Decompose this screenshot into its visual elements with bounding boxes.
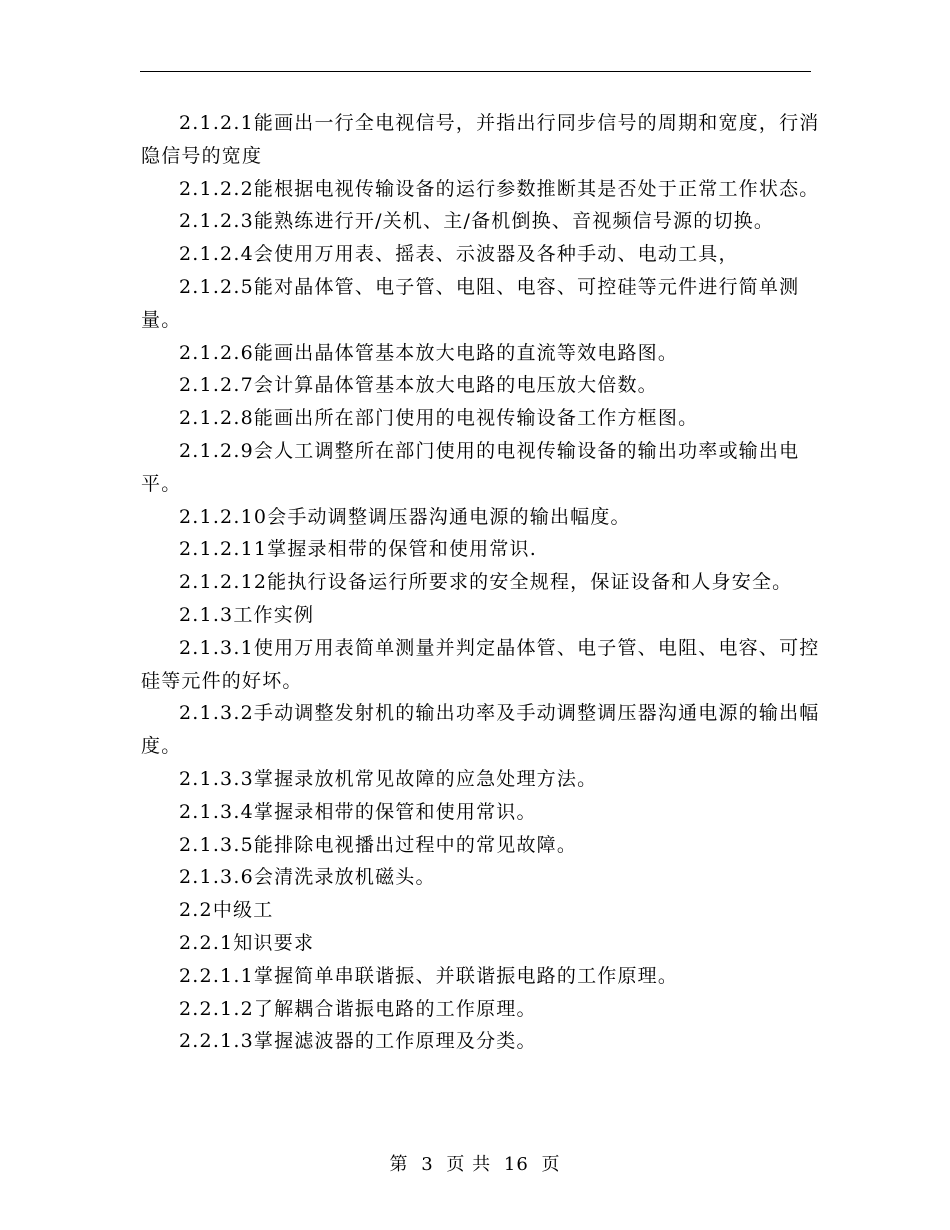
paragraph-2-1-2-5: 2.1.2.5能对晶体管、电子管、电阻、电容、可控硅等元件进行简单测量。 xyxy=(141,275,800,331)
paragraph-2-1-2-6: 2.1.2.6能画出晶体管基本放大电路的直流等效电路图。 xyxy=(179,341,679,364)
paragraph-2-1-2-9: 2.1.2.9会人工调整所在部门使用的电视传输设备的输出功率或输出电平。 xyxy=(141,439,800,495)
paragraph-2-1-2-2: 2.1.2.2能根据电视传输设备的运行参数推断其是否处于正常工作状态。 xyxy=(179,177,820,200)
paragraph-2-1-2-12: 2.1.2.12能执行设备运行所要求的安全规程，保证设备和人身安全。 xyxy=(179,571,793,594)
section-heading-2-2-1: 2.2.1知识要求 xyxy=(179,931,315,954)
paragraph-2-1-3-4: 2.1.3.4掌握录相带的保管和使用常识。 xyxy=(179,800,537,823)
paragraph-2-2-1-3: 2.2.1.3掌握滤波器的工作原理及分类。 xyxy=(179,1030,537,1053)
footer-page-number: 3 xyxy=(421,1154,434,1175)
paragraph-2-1-3-2: 2.1.3.2手动调整发射机的输出功率及手动调整调压器沟通电源的输出幅度。 xyxy=(141,702,820,758)
paragraph-2-1-2-1: 2.1.2.1能画出一行全电视信号，并指出行同步信号的周期和宽度，行消隐信号的宽度 xyxy=(141,112,820,167)
paragraph-2-1-3-1: 2.1.3.1使用万用表简单测量并判定晶体管、电子管、电阻、电容、可控硅等元件的好坏。 xyxy=(141,636,820,692)
paragraph-2-1-3-5: 2.1.3.5能排除电视播出过程中的常见故障。 xyxy=(179,833,578,856)
paragraph-2-1-2-7: 2.1.2.7会计算晶体管基本放大电路的电压放大倍数。 xyxy=(179,374,658,397)
header-rule xyxy=(140,71,811,72)
paragraph-2-1-2-4: 2.1.2.4会使用万用表、摇表、示波器及各种手动、电动工具， xyxy=(179,243,739,266)
footer-total-pages: 16 xyxy=(503,1154,529,1175)
page-footer xyxy=(0,1150,950,1176)
paragraph-2-1-2-11: 2.1.2.11掌握录相带的保管和使用常识. xyxy=(179,538,538,561)
footer-prefix: 第 xyxy=(389,1154,409,1175)
footer-middle: 页 共 xyxy=(446,1154,492,1175)
paragraph-2-1-2-3: 2.1.2.3能熟练进行开/关机、主/备机倒换、音视频信号源的切换。 xyxy=(179,210,775,233)
footer-suffix: 页 xyxy=(541,1154,561,1175)
document-body xyxy=(141,107,821,1058)
paragraph-2-2-1-2: 2.2.1.2了解耦合谐振电路的工作原理。 xyxy=(179,997,537,1020)
paragraph-2-2-1-1: 2.2.1.1掌握简单串联谐振、并联谐振电路的工作原理。 xyxy=(179,964,679,987)
paragraph-2-1-3-6: 2.1.3.6会清洗录放机磁头。 xyxy=(179,866,436,889)
section-heading-2-2: 2.2中级工 xyxy=(179,899,274,922)
paragraph-2-1-2-8: 2.1.2.8能画出所在部门使用的电视传输设备工作方框图。 xyxy=(179,407,699,430)
paragraph-2-1-3-3: 2.1.3.3掌握录放机常见故障的应急处理方法。 xyxy=(179,767,598,790)
section-heading-2-1-3: 2.1.3工作实例 xyxy=(179,603,315,626)
paragraph-2-1-2-10: 2.1.2.10会手动调整调压器沟通电源的输出幅度。 xyxy=(179,505,631,528)
